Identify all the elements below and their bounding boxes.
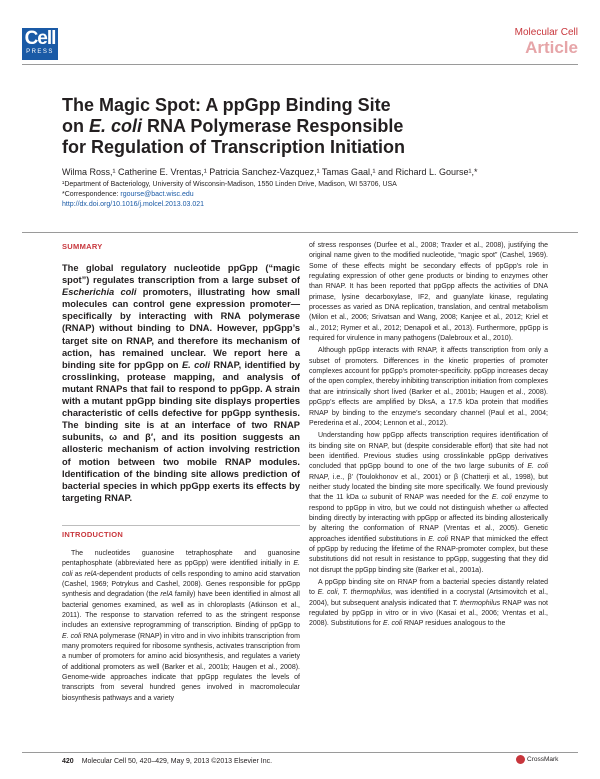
article-type: Article	[525, 38, 578, 57]
italic-run: E. coli	[62, 560, 300, 578]
intro-paragraph-4	[309, 431, 548, 576]
italic-run: E. coli	[527, 463, 548, 471]
text-run: family) have been identified in almost all bacterial genomes examined, as well as in chloroplasts (Atkinson et al., 2011). The response to starvation referred to as the stringent response includes an extensive reprogramming of transcription. Binding of ppGpp to	[62, 591, 300, 630]
doi-link[interactable]: http://dx.doi.org/10.1016/j.molcel.2013.03.021	[62, 201, 205, 208]
text-run: as	[72, 570, 85, 578]
journal-header	[515, 27, 578, 57]
italic-run: T. thermophilus	[452, 599, 501, 607]
italic-run: E. coli	[491, 494, 512, 502]
title-line-2-pre: on	[62, 116, 89, 136]
logo-main-text: Cell	[24, 28, 56, 49]
text-run: RNAP was not regulated by ppGpp in vitro or in vivo (Kasai et al., 2006; Vrentas et al., 2008). Substitutions for	[309, 599, 548, 628]
summary-text	[62, 262, 300, 504]
text-run: -dependent products of cells responding to amino acid starvation (Cashel, 1969; Potrykus and Cashel, 2008). Genes responsible for ppGpp synthesis and degradation (the	[62, 570, 300, 599]
italic-run: relA	[160, 591, 173, 599]
article-title	[62, 95, 522, 158]
crossmark-icon	[516, 755, 525, 764]
author-list: Wilma Ross,¹ Catherine E. Vrentas,¹ Patricia Sanchez-Vazquez,¹ Tamas Gaal,¹ and Richard L. Gourse¹,*	[62, 167, 478, 177]
email-link[interactable]: rgourse@bact.wisc.edu	[120, 191, 194, 198]
text-run: RNAP that mimicked the effect of ppGpp by reducing the lifetime of the RNAP-promoter complex, but these substitutions did not result in resistance to ppGpp, suggesting that they did not disrupt the ppGpp binding site (Barker et al., 2001a).	[309, 535, 548, 574]
page-number: 420	[62, 758, 74, 765]
cell-press-logo	[22, 28, 58, 60]
text-run: Understanding how ppGpp affects transcription requires identification of its binding site on RNAP, but (despite considerable effort) that site had not been identified. Previous studies using crosslinkable ppGpp derivatives concluded that ppGpp bound to one of the two large subunits of	[309, 432, 548, 471]
summary-part: RNAP, identified by crosslinking, protease mapping, and analysis of mutant RNAPs that fail to respond to ppGpp. A strain with a mutant ppGpp binding site displays properties characteristic of cells defective for ppGpp synthesis. The binding site is at an interface of two RNAP subunits, ω and β′, and its position suggests an allosteric mechanism of action involving restriction of motion between two mobile RNAP modules. Identification of the binding site allows prediction of bacterial species in which ppGpp exerts its effects by targeting RNAP.	[62, 359, 300, 503]
text-run: A ppGpp binding site on RNAP from a bacterial species distantly related to	[309, 579, 548, 597]
text-run: The nucleotides guanosine tetraphosphate and guanosine pentaphosphate (abbreviated here as ppGpp) were identified initially in	[62, 550, 300, 568]
title-line-3: for Regulation of Transcription Initiation	[62, 137, 405, 157]
summary-part: promoters, illustrating how small molecules can control gene expression promoter—specifically by interacting with RNA polymerase (RNAP) without binding to DNA. However, ppGpp’s target site on RNAP, and therefore its mechanism of action, has remained unclear. We report here a binding site for ppGpp on	[62, 287, 300, 370]
summary-heading: SUMMARY	[62, 242, 103, 251]
logo-sub-text: PRESS	[26, 49, 54, 55]
text-run: RNAP, i.e., β′ (Toulokhonov et al., 2001) or β (Chatterji et al., 1998), but neither study located the binding site more specifically. We found previously that the 11 kDa ω subunit of RNAP was needed for the	[309, 473, 548, 502]
header-divider	[22, 64, 578, 65]
intro-paragraph-2: of stress responses (Durfee et al., 2008; Traxler et al., 2008), justifying the original name given to the modified nucleotide, “magic spot” (Cashel, 1969). Some of these effects might be secondary effects of ppGpp’s role in regulating expression of other gene products or binding to enzymes other than RNAP. It has been reported that ppGpp affects the activities of DNA primase, lysine decarboxylase, IF2, and guanylate kinase, regulating processes as varied as DNA replication, translation, and central metabolism (Milon et al., 2006; Srivatsan and Wang, 2008; Kanjee et al., 2012; Kriel et al., 2012; Rymer et al., 2012; Denapoli et al., 2013). Furthermore, ppGpp is required for virulence in many pathogens (Dalebroux et al., 2010).	[309, 242, 548, 343]
intro-paragraph-5	[309, 578, 548, 630]
title-line-2-post: RNA Polymerase Responsible	[142, 116, 404, 136]
italic-run: E. coli	[317, 589, 338, 597]
title-line-1: The Magic Spot: A ppGpp Binding Site	[62, 95, 391, 115]
text-run: RNAP residues analogous to the	[402, 620, 506, 628]
text-run: , was identified in a cocrystal (Artsimovitch et al., 2004), but subsequent analysis indicated that	[309, 589, 548, 607]
crossmark-label: CrossMark	[527, 756, 559, 764]
introduction-heading: INTRODUCTION	[62, 530, 124, 539]
italic-run: T. thermophilus	[342, 589, 391, 597]
title-divider	[22, 232, 578, 233]
crossmark-badge[interactable]	[516, 755, 558, 764]
title-line-2-italic: E. coli	[89, 116, 143, 136]
text-run: RNA polymerase (RNAP) in vitro and in vivo inhibits transcription from many promoters required for ribosome synthesis, activates transcription from a number of promoters for amino acid biosynthesis, and regulates a variety of additional promoters as well (Barker et al., 2001b; Haugen et al., 2008). Genome-wide approaches indicate that ppGpp regulates the levels of transcripts from several hundred genes involved in macromolecular biosynthesis pathways and a variety	[62, 632, 300, 702]
intro-paragraph-1	[62, 549, 300, 704]
citation: Molecular Cell 50, 420–429, May 9, 2013 ©2013 Elsevier Inc.	[81, 758, 273, 765]
intro-column-2	[309, 241, 548, 632]
summary-part: The global regulatory nucleotide ppGpp (“magic spot”) regulates transcription from a large subset of	[62, 263, 300, 286]
italic-run: E. coli	[382, 620, 402, 628]
journal-name: Molecular Cell	[514, 27, 578, 38]
intro-divider	[62, 525, 300, 526]
text-run: enzyme to respond to ppGpp in vitro, but we could not distinguish whether ω affected binding directly by interacting with ppGpp or affected its binding allosterically by altering the conformation of RNAP (Vrentas et al., 2005). Genetic approaches identified substitutions in	[309, 494, 549, 543]
italic-run: relA	[84, 570, 97, 578]
summary-italic: Escherichia coli	[62, 287, 137, 298]
italic-run: E. coli	[428, 535, 448, 543]
intro-paragraph-3: Although ppGpp interacts with RNAP, it affects transcription from only a subset of promoters. Differences in the kinetic properties of promoter complexes account for ppGpp’s promoter-specificity. ppGpp increases decay of the open complex, thereby inhibiting transcription initiation from complexes that are intrinsically short lived (Barker et al., 2001b; Haugen et al., 2008). ppGpp’s effects are amplified by DksA, a 17.5 kDa protein that modifies RNAP by binding to the enzyme’s secondary channel (Paul et al., 2004; Perederina et al., 2004; Lennon et al., 2012).	[309, 347, 548, 427]
affiliation-block	[62, 180, 562, 210]
correspondence-label: *Correspondence:	[62, 191, 121, 198]
page-footer	[62, 758, 272, 765]
correspondence	[62, 190, 562, 200]
intro-column-1	[62, 549, 300, 706]
text-run: ,	[337, 589, 343, 597]
doi	[62, 200, 562, 210]
summary-italic: E. coli	[181, 359, 211, 370]
footer-divider	[22, 752, 578, 753]
italic-run: E. coli	[62, 632, 82, 640]
affiliation: ¹Department of Bacteriology, University of Wisconsin-Madison, 1550 Linden Drive, Madison, WI 53706, USA	[62, 181, 397, 188]
